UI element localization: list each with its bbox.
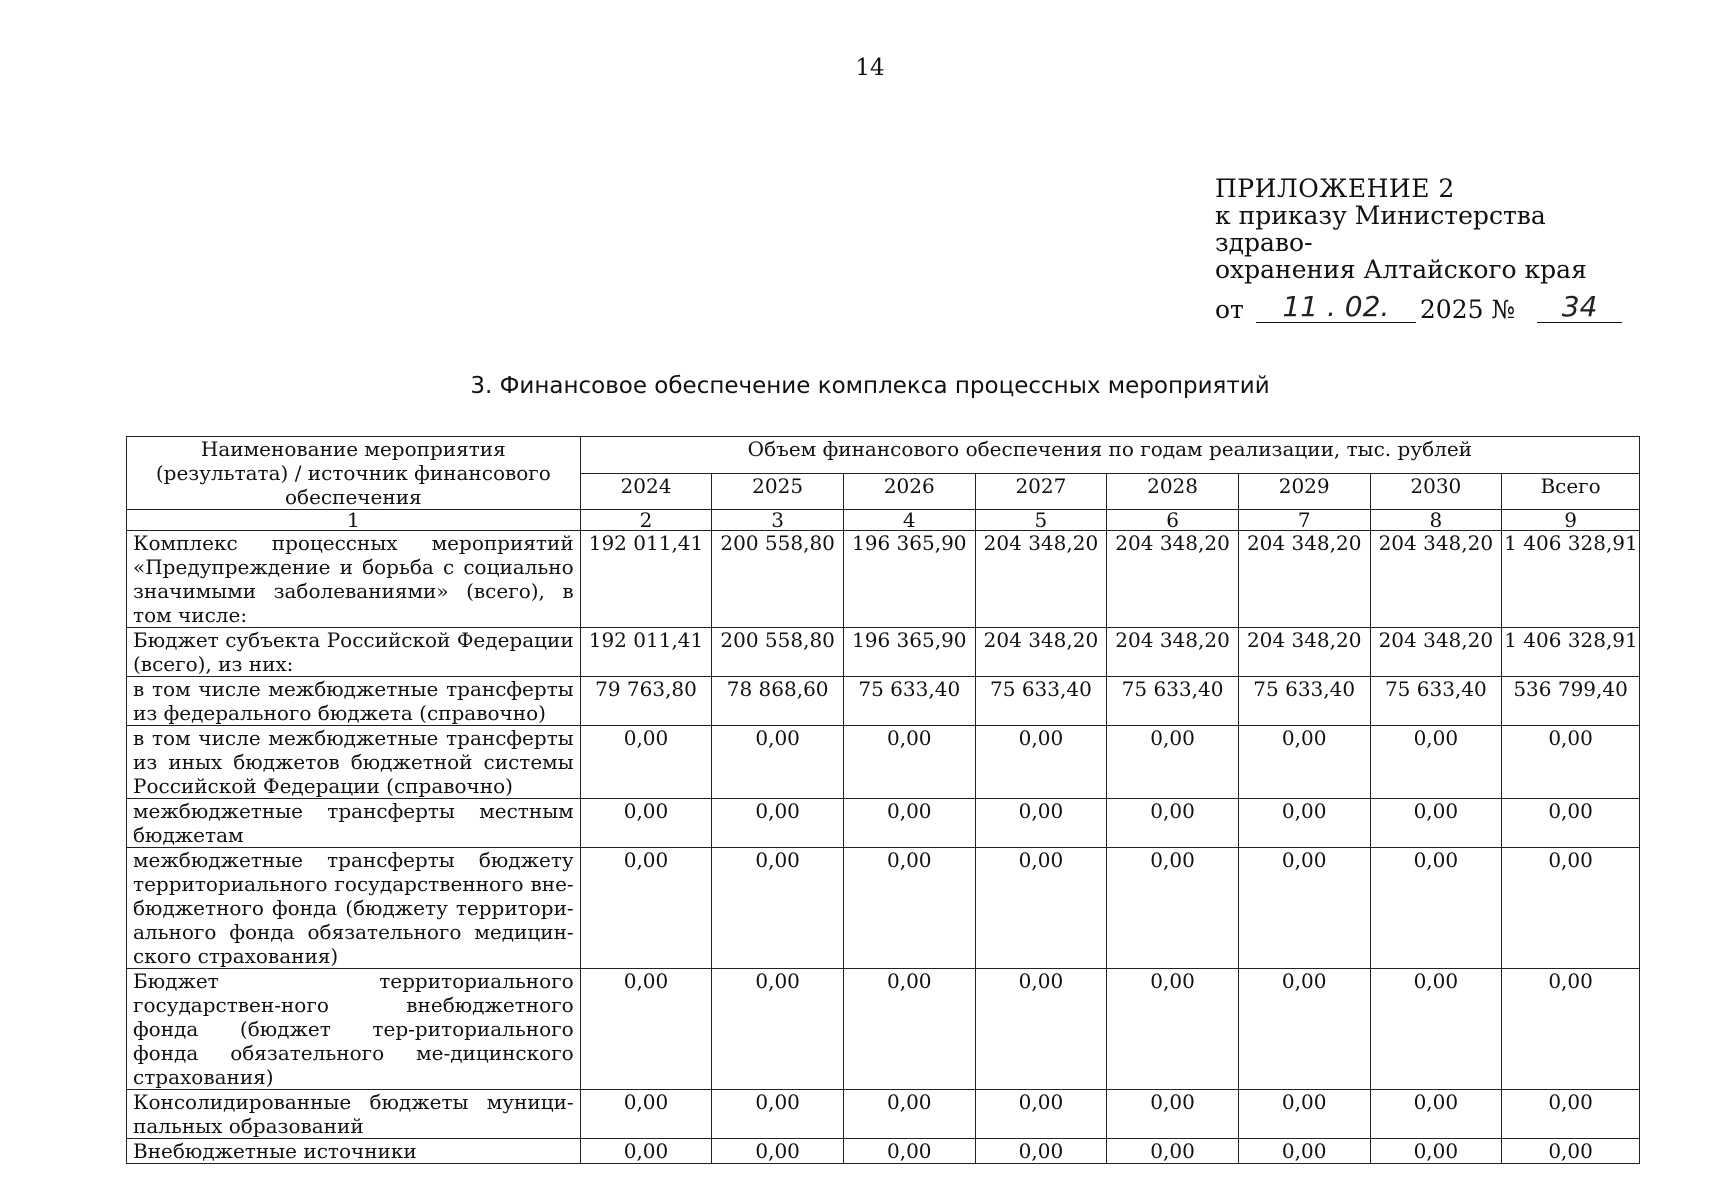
row-total: 1 406 328,91 xyxy=(1502,531,1640,628)
row-value: 0,00 xyxy=(843,1139,975,1164)
header-year: 2029 xyxy=(1238,473,1370,510)
row-label: межбюджетные трансферты бюджету территориального государственного вне-бюджетного фонда (бюджету территори-ального фонда обязательного медицин-ского страхования) xyxy=(127,848,581,969)
row-value: 204 348,20 xyxy=(1238,531,1370,628)
row-value: 0,00 xyxy=(975,969,1107,1090)
row-value: 204 348,20 xyxy=(1370,628,1502,677)
row-label: Комплекс процессных мероприятий «Предупреждение и борьба с социально значимыми заболеваниями» (всего), в том числе: xyxy=(127,531,581,628)
row-value: 75 633,40 xyxy=(1107,677,1239,726)
appendix-block xyxy=(1215,175,1635,323)
row-value: 0,00 xyxy=(975,726,1107,799)
row-value: 0,00 xyxy=(712,726,844,799)
table-row xyxy=(127,969,1640,1090)
row-value: 0,00 xyxy=(1238,1139,1370,1164)
row-total: 0,00 xyxy=(1502,799,1640,848)
row-value: 78 868,60 xyxy=(712,677,844,726)
column-number: 2 xyxy=(580,510,712,531)
row-total: 536 799,40 xyxy=(1502,677,1640,726)
table-row xyxy=(127,677,1640,726)
row-value: 0,00 xyxy=(1107,848,1239,969)
row-label: Бюджет субъекта Российской Федерации (всего), из них: xyxy=(127,628,581,677)
handwritten-date: 11 . 02. xyxy=(1256,292,1416,323)
table-row xyxy=(127,628,1640,677)
column-number: 5 xyxy=(975,510,1107,531)
column-number: 7 xyxy=(1238,510,1370,531)
header-year: 2026 xyxy=(843,473,975,510)
row-value: 204 348,20 xyxy=(1238,628,1370,677)
row-value: 192 011,41 xyxy=(580,628,712,677)
row-value: 0,00 xyxy=(1107,1090,1239,1139)
column-number: 8 xyxy=(1370,510,1502,531)
row-value: 0,00 xyxy=(712,969,844,1090)
row-value: 75 633,40 xyxy=(1238,677,1370,726)
row-value: 0,00 xyxy=(1107,969,1239,1090)
row-value: 79 763,80 xyxy=(580,677,712,726)
row-value: 0,00 xyxy=(580,848,712,969)
row-value: 0,00 xyxy=(1238,848,1370,969)
row-total: 1 406 328,91 xyxy=(1502,628,1640,677)
handwritten-order-number: 34 xyxy=(1537,292,1622,323)
row-value: 0,00 xyxy=(843,726,975,799)
row-value: 75 633,40 xyxy=(975,677,1107,726)
appendix-title: ПРИЛОЖЕНИЕ 2 xyxy=(1215,174,1455,203)
column-number: 4 xyxy=(843,510,975,531)
header-year: 2024 xyxy=(580,473,712,510)
row-value: 0,00 xyxy=(1107,799,1239,848)
row-label: Консолидированные бюджеты муници-пальных образований xyxy=(127,1090,581,1139)
row-value: 0,00 xyxy=(1238,1090,1370,1139)
row-value: 0,00 xyxy=(975,1090,1107,1139)
appendix-line-1: к приказу Министерства здраво- xyxy=(1215,201,1546,257)
row-value: 204 348,20 xyxy=(1370,531,1502,628)
table-row xyxy=(127,1139,1640,1164)
table-row xyxy=(127,848,1640,969)
row-value: 0,00 xyxy=(1238,726,1370,799)
row-value: 0,00 xyxy=(580,799,712,848)
row-value: 75 633,40 xyxy=(843,677,975,726)
row-value: 0,00 xyxy=(843,969,975,1090)
row-total: 0,00 xyxy=(1502,969,1640,1090)
header-volume: Объем финансового обеспечения по годам реализации, тыс. рублей xyxy=(580,437,1639,474)
table-row xyxy=(127,531,1640,628)
row-label: в том числе межбюджетные трансферты из иных бюджетов бюджетной системы Российской Федерации (справочно) xyxy=(127,726,581,799)
row-value: 0,00 xyxy=(1238,969,1370,1090)
row-value: 0,00 xyxy=(1370,848,1502,969)
table-row xyxy=(127,726,1640,799)
header-name: Наименование мероприятия (результата) / источник финансового обеспечения xyxy=(127,437,581,510)
table-row xyxy=(127,799,1640,848)
header-year: 2027 xyxy=(975,473,1107,510)
row-value: 204 348,20 xyxy=(975,628,1107,677)
row-value: 0,00 xyxy=(1238,799,1370,848)
row-value: 0,00 xyxy=(580,1139,712,1164)
page-number: 14 xyxy=(855,55,885,81)
row-value: 0,00 xyxy=(580,969,712,1090)
column-number: 9 xyxy=(1502,510,1640,531)
row-total: 0,00 xyxy=(1502,1139,1640,1164)
row-value: 192 011,41 xyxy=(580,531,712,628)
row-value: 0,00 xyxy=(843,799,975,848)
row-value: 0,00 xyxy=(580,726,712,799)
row-value: 75 633,40 xyxy=(1370,677,1502,726)
section-title: 3. Финансовое обеспечение комплекса процессных мероприятий xyxy=(470,373,1270,399)
appendix-line-2: охранения Алтайского края xyxy=(1215,255,1587,284)
row-value: 0,00 xyxy=(1370,1139,1502,1164)
row-label: в том числе межбюджетные трансферты из федерального бюджета (справочно) xyxy=(127,677,581,726)
row-value: 0,00 xyxy=(1107,726,1239,799)
financing-table xyxy=(126,436,1640,1164)
row-total: 0,00 xyxy=(1502,1090,1640,1139)
row-value: 0,00 xyxy=(1370,799,1502,848)
row-value: 0,00 xyxy=(712,799,844,848)
row-value: 196 365,90 xyxy=(843,628,975,677)
column-number: 6 xyxy=(1107,510,1239,531)
row-value: 0,00 xyxy=(712,848,844,969)
header-year: 2030 xyxy=(1370,473,1502,510)
header-year: 2028 xyxy=(1107,473,1239,510)
row-value: 0,00 xyxy=(975,1139,1107,1164)
row-value: 0,00 xyxy=(975,848,1107,969)
row-value: 0,00 xyxy=(580,1090,712,1139)
row-value: 0,00 xyxy=(975,799,1107,848)
column-number: 1 xyxy=(127,510,581,531)
row-total: 0,00 xyxy=(1502,726,1640,799)
row-label: Внебюджетные источники xyxy=(127,1139,581,1164)
order-date-line xyxy=(1215,289,1635,323)
row-value: 0,00 xyxy=(1370,726,1502,799)
row-value: 0,00 xyxy=(1370,1090,1502,1139)
date-prefix: от xyxy=(1215,295,1244,324)
table-row xyxy=(127,1090,1640,1139)
row-value: 0,00 xyxy=(1107,1139,1239,1164)
column-number-row xyxy=(127,510,1640,531)
header-total: Всего xyxy=(1502,473,1640,510)
row-value: 204 348,20 xyxy=(975,531,1107,628)
row-value: 204 348,20 xyxy=(1107,531,1239,628)
header-year: 2025 xyxy=(712,473,844,510)
row-label: Бюджет территориального государствен-ного внебюджетного фонда (бюджет тер-риториального фонда обязательного ме-дицинского страхования) xyxy=(127,969,581,1090)
year-text: 2025 № xyxy=(1419,295,1516,324)
column-number: 3 xyxy=(712,510,844,531)
row-value: 0,00 xyxy=(843,848,975,969)
row-value: 0,00 xyxy=(843,1090,975,1139)
row-value: 200 558,80 xyxy=(712,628,844,677)
row-value: 200 558,80 xyxy=(712,531,844,628)
row-value: 0,00 xyxy=(1370,969,1502,1090)
row-value: 204 348,20 xyxy=(1107,628,1239,677)
row-value: 0,00 xyxy=(712,1139,844,1164)
row-label: межбюджетные трансферты местным бюджетам xyxy=(127,799,581,848)
row-value: 0,00 xyxy=(712,1090,844,1139)
row-value: 196 365,90 xyxy=(843,531,975,628)
row-total: 0,00 xyxy=(1502,848,1640,969)
